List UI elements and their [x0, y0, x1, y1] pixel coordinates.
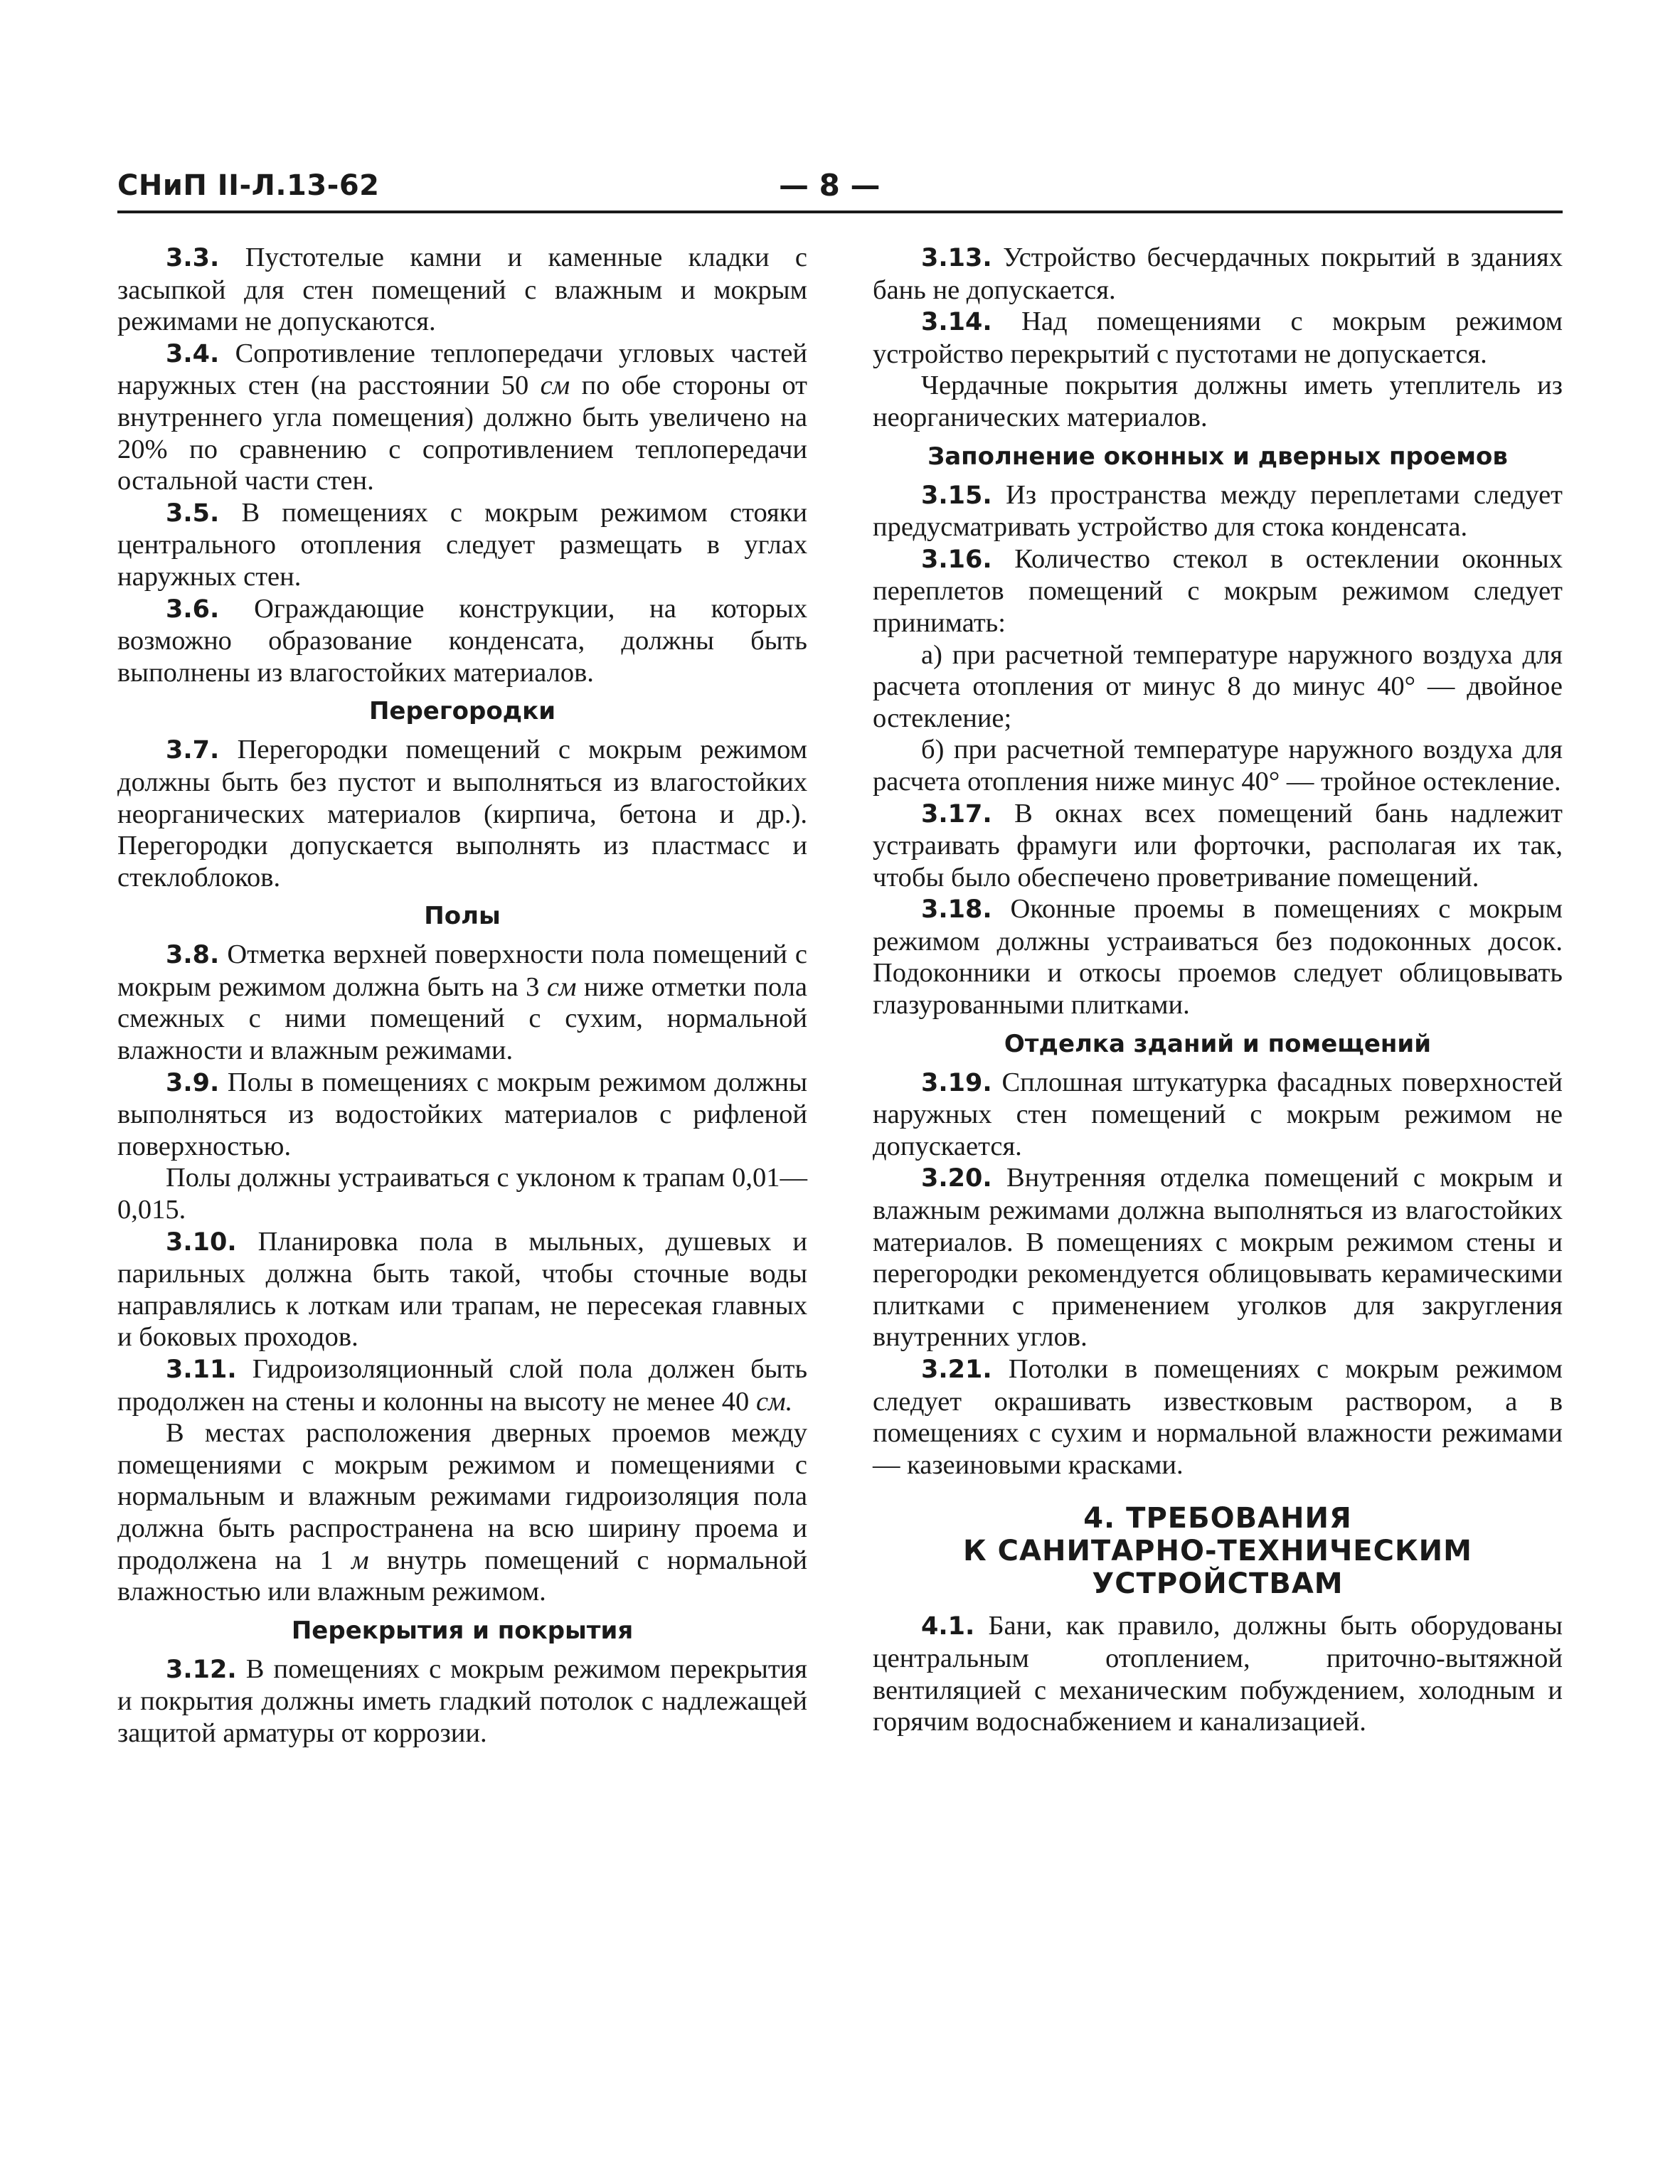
- clause-text: Потолки в помещениях с мокрым режимом следует окрашивать известковым раствором, а в помещениях с сухим и нормальной влажности режимами — казеиновыми красками.: [873, 1354, 1563, 1480]
- paragraph-3-14-sub: Чердачные покрытия должны иметь утеплитель из неорганических материалов.: [873, 371, 1563, 432]
- paragraph-3-9-sub: Полы должны устраиваться с уклоном к трапам 0,01—0,015.: [117, 1163, 807, 1225]
- clause-text: В местах расположения дверных проемов между помещениями с мокрым режимом и помещениями с нормальным и влажным режимами гидроизоляция пола должна быть распространена на всю ширину проема и продолжена на 1: [117, 1418, 807, 1575]
- clause-text: Количество стекол в остеклении оконных переплетов помещений с мокрым режимом следует принимать:: [873, 543, 1563, 638]
- paragraph-3-16-b: б) при расчетной температуре наружного воздуха для расчета отопления ниже минус 40° — тройное остекление.: [873, 735, 1563, 797]
- clause-text: Полы в помещениях с мокрым режимом должны выполняться из водостойких материалов с рифленой поверхностью.: [117, 1067, 808, 1161]
- clause-text: Внутренняя отделка помещений с мокрым и влажным режимами должна выполняться из влагостойких материалов. В помещениях с мокрым режимом стены и перегородки рекомендуется облицовывать керамическими плитками с применением уголков для закругления внутренних углов.: [873, 1163, 1563, 1353]
- left-column: [117, 242, 807, 1749]
- paragraph-3-15: [873, 479, 1563, 543]
- paragraph-3-13: [873, 242, 1563, 306]
- paragraph-3-3: [117, 242, 807, 338]
- paragraph-3-10: [117, 1226, 807, 1353]
- clause-text: Пустотелые камни и каменные кладки с засыпкой для стен помещений с влажным и мокрым режимами не допускаются.: [117, 243, 808, 337]
- heading-ceilings: Перекрытия и покрытия: [291, 1616, 634, 1645]
- clause-number: 3.13.: [921, 244, 992, 272]
- section-4-heading: [873, 1502, 1563, 1600]
- paragraph-3-11-sub: [117, 1417, 807, 1608]
- paragraph-3-11: [117, 1353, 807, 1417]
- clause-text: Бани, как правило, должны быть оборудованы центральным отоплением, приточно-вытяжной вентиляцией с механическим побуждением, холодным и горячим водоснабжением и канализацией.: [873, 1611, 1563, 1737]
- paragraph-4-1: [873, 1610, 1563, 1737]
- header-rule: [117, 211, 1563, 213]
- clause-text: Перегородки помещений с мокрым режимом должны быть без пустот и выполняться из влагостойких неорганических материалов (кирпича, бетона и др.). Перегородки допускается выполнять из пластмасс и стеклоблоков.: [117, 735, 808, 893]
- clause-text: по обе стороны от внутреннего угла помещения) должно быть увеличено на 20% по сравнению с сопротивлением теплопередачи остальной части стен.: [117, 371, 808, 496]
- clause-number: 4.1.: [921, 1612, 975, 1641]
- heading-openings: Заполнение оконных и дверных проемов: [927, 442, 1508, 471]
- clause-number: 3.18.: [921, 895, 992, 925]
- clause-number: 3.11.: [166, 1355, 237, 1384]
- clause-text: Сопротивление теплопередачи угловых частей наружных стен (на расстоянии 50: [117, 338, 807, 401]
- paragraph-3-18: [873, 893, 1563, 1021]
- heading-finishing: Отделка зданий и помещений: [1004, 1029, 1432, 1058]
- heading-partitions: Перегородки: [368, 697, 556, 726]
- clause-number: 3.14.: [921, 308, 992, 337]
- paragraph-3-4: [117, 338, 807, 497]
- unit: м: [351, 1545, 369, 1575]
- clause-text: ниже отметки пола смежных с ними помещений с сухим, нормальной влажности и влажным режимами.: [117, 971, 807, 1066]
- clause-number: 3.6.: [166, 595, 220, 624]
- clause-text: Гидроизоляционный слой пола должен быть продолжен на стены и колонны на высоту не менее 40: [117, 1354, 808, 1417]
- paragraph-3-12: [117, 1653, 807, 1749]
- clause-text: Планировка пола в мыльных, душевых и парильных должна быть такой, чтобы сточные воды направлялись к лоткам или трапам, не пересекая главных и боковых проходов.: [117, 1226, 808, 1353]
- clause-number: 3.20.: [921, 1164, 992, 1193]
- paragraph-3-5: [117, 497, 807, 593]
- paragraph-3-20: [873, 1162, 1563, 1353]
- section-heading-line: 4. ТРЕБОВАНИЯ: [1083, 1502, 1352, 1535]
- clause-text: В помещениях с мокрым режимом стояки центрального отопления следует размещать в углах наружных стен.: [117, 497, 807, 592]
- clause-number: 3.3.: [166, 244, 220, 272]
- clause-number: 3.7.: [166, 736, 220, 765]
- clause-text: Сплошная штукатурка фасадных поверхностей наружных стен помещений с мокрым режимом не допускается.: [873, 1067, 1563, 1161]
- clause-text: Из пространства между переплетами следует предусматривать устройство для стока конденсата.: [873, 479, 1563, 543]
- unit: см.: [755, 1386, 793, 1417]
- paragraph-3-6: [117, 593, 807, 689]
- clause-number: 3.4.: [166, 339, 220, 368]
- clause-number: 3.19.: [921, 1068, 992, 1097]
- heading-floors: Полы: [424, 902, 501, 931]
- clause-text: Оконные проемы в помещениях с мокрым режимом должны устраиваться без подоконных досок. Подоконники и откосы проемов следует облицовывать глазурованными плитками.: [873, 894, 1563, 1021]
- clause-text: внутрь помещений с нормальной влажностью или влажным режимом.: [117, 1545, 807, 1607]
- page-number: — 8 —: [779, 168, 881, 203]
- clause-text: В окнах всех помещений бань надлежит устраивать фрамуги или форточки, располагая их так, чтобы было обеспечено проветривание помещений.: [873, 798, 1563, 893]
- paragraph-3-8: [117, 939, 807, 1066]
- paragraph-3-17: [873, 798, 1563, 894]
- clause-text: Отметка верхней поверхности пола помещений с мокрым режимом должна быть на 3: [117, 939, 807, 1002]
- paragraph-3-19: [873, 1067, 1563, 1163]
- clause-number: 3.15.: [921, 481, 992, 510]
- paragraph-3-9: [117, 1067, 807, 1163]
- clause-number: 3.21.: [921, 1355, 992, 1384]
- clause-text: Над помещениями с мокрым режимом устройство перекрытий с пустотами не допускается.: [873, 307, 1563, 369]
- right-column: [873, 242, 1563, 1738]
- paragraph-3-16: [873, 543, 1563, 639]
- clause-number: 3.10.: [166, 1227, 237, 1257]
- clause-number: 3.17.: [921, 799, 992, 829]
- section-heading-line: К САНИТАРНО-ТЕХНИЧЕСКИМ: [963, 1535, 1472, 1568]
- clause-number: 3.16.: [921, 545, 992, 574]
- unit: см: [540, 371, 570, 401]
- clause-text: Устройство бесчердачных покрытий в зданиях бань не допускается.: [873, 243, 1563, 305]
- clause-number: 3.8.: [166, 941, 220, 970]
- clause-number: 3.9.: [166, 1068, 220, 1097]
- paragraph-3-16-a: а) при расчетной температуре наружного воздуха для расчета отопления от минус 8 до минус 40° — двойное остекление;: [873, 639, 1563, 733]
- clause-text: В помещениях с мокрым режимом перекрытия и покрытия должны иметь гладкий потолок с надлежащей защитой арматуры от коррозии.: [117, 1653, 808, 1748]
- page-header: [117, 165, 1563, 211]
- document-code: СНиП II-Л.13-62: [117, 169, 380, 202]
- paragraph-3-14: [873, 306, 1563, 370]
- section-heading-line: УСТРОЙСТВАМ: [1092, 1567, 1344, 1601]
- clause-number: 3.5.: [166, 499, 220, 528]
- unit: см: [546, 971, 577, 1002]
- clause-text: Ограждающие конструкции, на которых возможно образование конденсата, должны быть выполнены из влагостойких материалов.: [117, 593, 808, 688]
- paragraph-3-7: [117, 734, 807, 893]
- clause-number: 3.12.: [166, 1655, 237, 1684]
- paragraph-3-21: [873, 1353, 1563, 1481]
